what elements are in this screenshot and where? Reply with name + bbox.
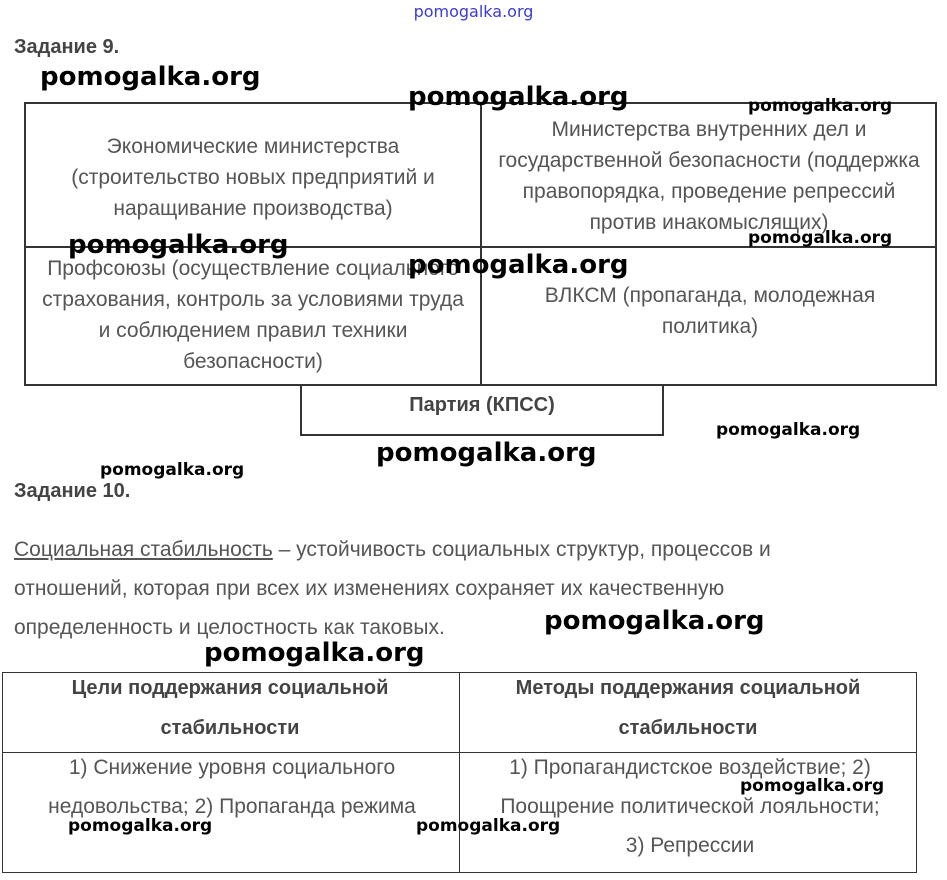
- watermark-overlay: pomogalka.org: [408, 82, 629, 112]
- watermark-overlay: pomogalka.org: [68, 816, 213, 836]
- watermark-overlay: pomogalka.org: [408, 250, 629, 280]
- grid-border-left: [24, 102, 26, 386]
- table-cell-methods: 1) Пропагандистское воздействие; 2) Поощрение политической лояльности; 3) Репрессии: [500, 756, 880, 857]
- cell-komsomol: ВЛКСМ (пропаганда, молодежная политика): [544, 284, 876, 338]
- cell-internal-affairs: Министерства внутренних дел и государственной безопасности (поддержка правопорядка, проведение репрессий против инакомыслящих): [498, 118, 920, 234]
- cell-trade-unions: Профсоюзы (осуществление социального страхования, контроль за условиями труда и соблюдением правил техники безопасности): [42, 257, 464, 373]
- table-cell-goals: 1) Снижение уровня социального недовольства; 2) Пропаганда режима: [48, 756, 416, 818]
- party-box: Партия (КПСС): [300, 384, 664, 436]
- watermark-overlay: pomogalka.org: [416, 816, 561, 836]
- watermark-overlay: pomogalka.org: [204, 638, 425, 668]
- task10-title: Задание 10.: [14, 480, 131, 502]
- watermark-overlay: pomogalka.org: [100, 460, 245, 480]
- watermark-overlay: pomogalka.org: [716, 420, 861, 440]
- table-header-goals: Цели поддержания социальной стабильности: [71, 677, 389, 739]
- watermark-overlay: pomogalka.org: [748, 228, 893, 248]
- watermark-overlay: pomogalka.org: [40, 62, 261, 92]
- watermark-overlay: pomogalka.org: [748, 96, 893, 116]
- definition-term: Социальная стабильность: [14, 538, 273, 561]
- definition-text: – устойчивость социальных структур, процессов и отношений, которая при всех их изменениях сохраняет их качественную определенность и целостность как таковых.: [14, 538, 771, 639]
- watermark-overlay: pomogalka.org: [376, 438, 597, 468]
- grid-border-right: [935, 102, 937, 386]
- watermark-overlay: pomogalka.org: [740, 776, 885, 796]
- watermark-overlay: pomogalka.org: [544, 606, 765, 636]
- cell-economic-ministries: Экономические министерства (строительство новых предприятий и наращивание производства): [71, 134, 435, 220]
- table-border-right: [916, 672, 917, 873]
- table-header-methods: Методы поддержания социальной стабильности: [515, 677, 861, 739]
- watermark-overlay: pomogalka.org: [68, 230, 289, 260]
- task9-title: Задание 9.: [14, 36, 120, 58]
- table-border-left: [2, 672, 3, 873]
- table-border-center: [459, 672, 460, 873]
- grid-border-center: [480, 102, 482, 386]
- watermark-top: pomogalka.org: [413, 2, 534, 21]
